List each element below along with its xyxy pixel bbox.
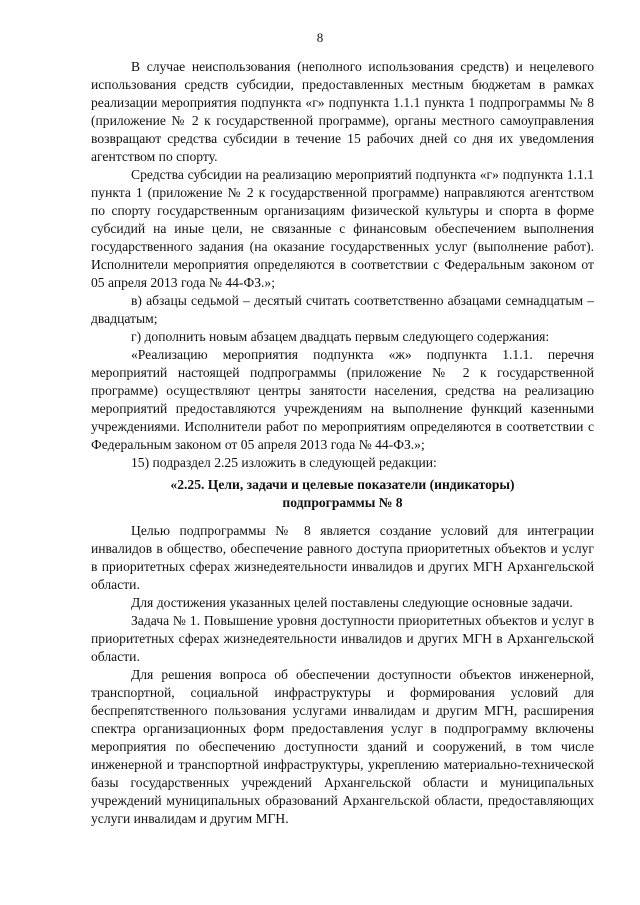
paragraph-item-g: г) дополнить новым абзацем двадцать первым следующего содержания: xyxy=(131,329,550,344)
paragraph-item-15: 15) подраздел 2.25 изложить в следующей редакции: xyxy=(131,455,437,470)
section-heading-line-2: подпрограммы № 8 xyxy=(282,495,403,510)
section-heading-line-1: «2.25. Цели, задачи и целевые показатели (индикаторы) xyxy=(170,477,515,492)
paragraph-subsidy-direction: Средства субсидии на реализацию мероприятий подпункта «г» подпункта 1.1.1 пункта 1 (приложение № 2 к государственной программе) направляются агентством по спорту государственным организациям физической культуры и спорта в форме субсидий на иные цели, не связанные с финансовым обеспечением выполнения государственного задания (на оказание государственных услуг (выполнение работ). Исполнители мероприятия определяются в соответствии с Федеральным законом от 05 апреля 2013 года № 44-ФЗ.»; xyxy=(91,167,594,290)
paragraph-item-v: в) абзацы седьмой – десятый считать соответственно абзацами семнадцатым – двадцатым; xyxy=(91,293,594,326)
document-body xyxy=(91,58,594,828)
paragraph-tasks-intro: Для достижения указанных целей поставлены следующие основные задачи. xyxy=(131,595,573,610)
paragraph-goal: Целью подпрограммы № 8 является создание условий для интеграции инвалидов в общество, обеспечение равного доступа приоритетных объектов и услуг в приоритетных сферах жизнедеятельности инвалидов и других МГН Архангельской области. xyxy=(91,523,594,592)
paragraph-subsidy-return: В случае неиспользования (неполного использования средств) и нецелевого использования средств субсидии, предоставленных местным бюджетам в рамках реализации мероприятия подпункта «г» подпункта 1.1.1 пункта 1 подпрограммы № 8 (приложение № 2 к государственной программе), органы местного самоуправления возвращают средства субсидии в течение 15 рабочих дней со дня их уведомления агентством по спорту. xyxy=(91,59,594,164)
paragraph-quoted-implementation: «Реализацию мероприятия подпункта «ж» подпункта 1.1.1. перечня мероприятий настоящей подпрограммы (приложение № 2 к государственной программе) осуществляют центры занятости населения, средства на реализацию мероприятий предоставляются учреждениям на выполнение функций казенными учреждениями. Исполнители работ по мероприятиям определяются в соответствии с Федеральным законом от 05 апреля 2013 года № 44-ФЗ.»; xyxy=(91,347,594,452)
section-heading xyxy=(91,476,594,512)
paragraph-accessibility-measures: Для решения вопроса об обеспечении доступности объектов инженерной, транспортной, социальной инфраструктуры и формирования условий для беспрепятственного пользования услугами инвалидам и другим МГН, расширения спектра организационных форм предоставления услуг в подпрограмму включены мероприятия по обеспечению доступности зданий и сооружений, в том числе инженерной и транспортной инфраструктуры, укреплению материально-технической базы государственных учреждений Архангельской области и муниципальных учреждений муниципальных образований Архангельской области, предоставляющих услуги инвалидам и другим МГН. xyxy=(91,667,594,826)
page-number: 8 xyxy=(316,30,324,45)
paragraph-task-1: Задача № 1. Повышение уровня доступности приоритетных объектов и услуг в приоритетных сферах жизнедеятельности инвалидов и других МГН в Архангельской области. xyxy=(91,613,594,664)
